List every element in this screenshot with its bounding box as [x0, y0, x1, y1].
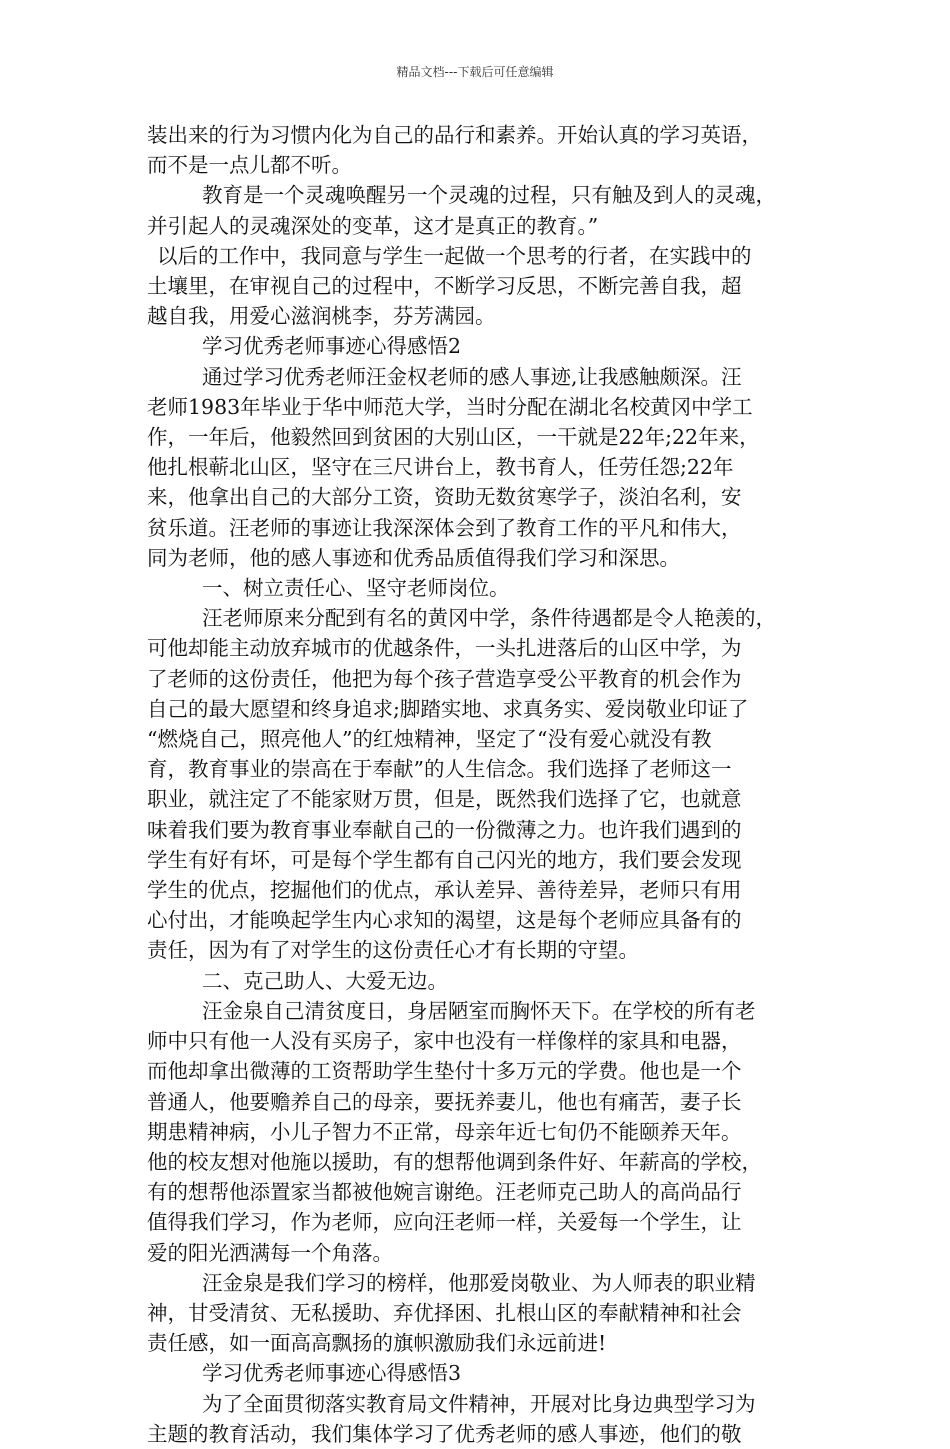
text-line: 可他却能主动放弃城市的优越条件，一头扎进落后的山区中学，为: [147, 636, 742, 661]
text-line: 为了全面贯彻落实教育局文件精神，开展对比身边典型学习为: [202, 1391, 756, 1416]
text-line: 责任，因为有了对学生的这份责任心才有长期的守望。: [147, 938, 639, 963]
text-line: 主题的教育活动，我们集体学习了优秀老师的感人事迹，他们的敬: [147, 1421, 742, 1446]
text-line: 责任感，如一面高高飘扬的旗帜激励我们永远前进!: [147, 1331, 607, 1356]
text-line: 同为老师，他的感人事迹和优秀品质值得我们学习和深思。: [147, 545, 680, 570]
text-line: 值得我们学习，作为老师，应向汪老师一样，关爱每一个学生，让: [147, 1210, 742, 1235]
text-line: 而不是一点儿都不听。: [147, 153, 352, 178]
text-line: 了老师的这份责任，他把为每个孩子营造享受公平教育的机会作为: [147, 666, 742, 691]
text-line: 以后的工作中，我同意与学生一起做一个思考的行者，在实践中的: [157, 243, 752, 268]
text-line: 自己的最大愿望和终身追求;脚踏实地、求真务实、爱岗敬业印证了: [147, 696, 749, 721]
text-line: 有的想帮他添置家当都被他婉言谢绝。汪老师克己助人的高尚品行: [147, 1180, 742, 1205]
document-body: [147, 120, 812, 1449]
text-line: 育，教育事业的崇高在于奉献”的人生信念。我们选择了老师这一: [147, 757, 732, 782]
text-line: 味着我们要为教育事业奉献自己的一份微薄之力。也许我们遇到的: [147, 817, 742, 842]
text-line: 老师1983年毕业于华中师范大学，当时分配在湖北名校黄冈中学工: [147, 394, 753, 419]
text-line: 他扎根蕲北山区，坚守在三尺讲台上，教书育人，任劳任怨;22年: [147, 455, 734, 480]
text-line: 汪老师原来分配到有名的黄冈中学，条件待遇都是令人艳羡的，: [202, 606, 776, 631]
text-line: 一、树立责任心、坚守老师岗位。: [202, 576, 510, 601]
text-line: 师中只有他一人没有买房子，家中也没有一样像样的家具和电器，: [147, 1029, 742, 1054]
text-line: 学生的优点，挖掘他们的优点，承认差异、善待差异，老师只有用: [147, 878, 742, 903]
text-line: 普通人，他要赡养自己的母亲，要抚养妻儿，他也有痛苦，妻子长: [147, 1089, 742, 1114]
text-line: 他的校友想对他施以援助，有的想帮他调到条件好、年薪高的学校，: [147, 1149, 762, 1174]
text-line: 学生有好有坏，可是每个学生都有自己闪光的地方，我们要会发现: [147, 847, 742, 872]
text-line: 通过学习优秀老师汪金权老师的感人事迹,让我感触颇深。汪: [202, 364, 742, 389]
text-line: 而他却拿出微薄的工资帮助学生垫付十多万元的学费。他也是一个: [147, 1059, 742, 1084]
text-line: 教育是一个灵魂唤醒另一个灵魂的过程，只有触及到人的灵魂，: [202, 183, 776, 208]
text-line: 爱的阳光洒满每一个角落。: [147, 1240, 393, 1265]
text-line: 汪金泉是我们学习的榜样，他那爱岗敬业、为人师表的职业精: [202, 1270, 756, 1295]
text-line: 并引起人的灵魂深处的变革，这才是真正的教育。”: [147, 213, 599, 238]
text-line: 心付出，才能唤起学生内心求知的渴望，这是每个老师应具备有的: [147, 908, 742, 933]
text-line: 学习优秀老师事迹心得感悟3: [202, 1361, 462, 1386]
text-line: 二、克己助人、大爱无边。: [202, 968, 448, 993]
text-line: 越自我，用爱心滋润桃李，芬芳满园。: [147, 304, 496, 329]
text-line: 职业，就注定了不能家财万贯，但是，既然我们选择了它，也就意: [147, 787, 742, 812]
text-line: 装出来的行为习惯内化为自己的品行和素养。开始认真的学习英语，: [147, 123, 762, 147]
page-header: 精品文档---下载后可任意编辑: [396, 65, 554, 79]
text-line: “燃烧自己，照亮他人”的红烛精神，坚定了“没有爱心就没有教: [147, 727, 712, 752]
text-line: 期患精神病，小儿子智力不正常，母亲年近七旬仍不能颐养天年。: [147, 1119, 742, 1144]
text-line: 汪金泉自己清贫度日，身居陋室而胸怀天下。在学校的所有老: [202, 998, 756, 1023]
text-line: 神，甘受清贫、无私援助、弃优择困、扎根山区的奉献精神和社会: [147, 1300, 742, 1325]
text-line: 学习优秀老师事迹心得感悟2: [202, 334, 462, 359]
text-line: 土壤里，在审视自己的过程中，不断学习反思，不断完善自我，超: [147, 274, 742, 299]
text-line: 贫乐道。汪老师的事迹让我深深体会到了教育工作的平凡和伟大，: [147, 515, 742, 540]
text-line: 作，一年后，他毅然回到贫困的大别山区，一干就是22年;22年来，: [147, 425, 760, 450]
text-line: 来，他拿出自己的大部分工资，资助无数贫寒学子，淡泊名利，安: [147, 485, 742, 510]
